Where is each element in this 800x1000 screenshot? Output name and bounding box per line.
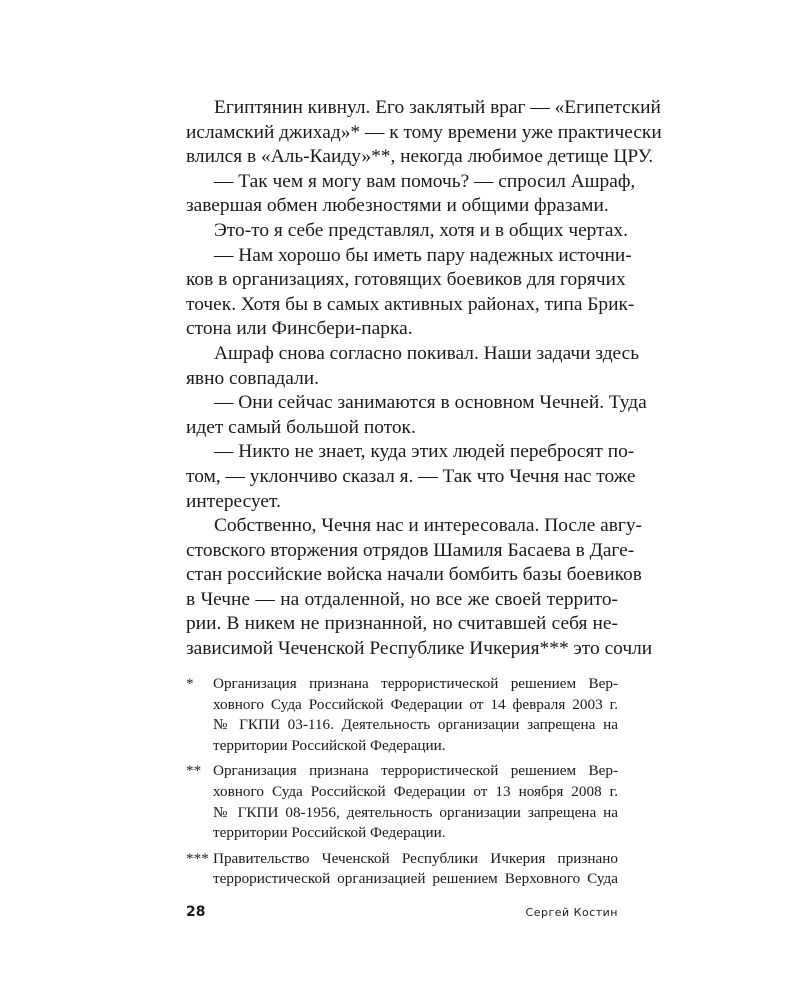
- main-text: [186, 96, 662, 662]
- text-line: — Так чем я могу вам помочь? — спросил Ашраф,: [214, 170, 636, 192]
- footnote-line: Правительство Чеченской Республики Ичкерия признано: [213, 849, 618, 867]
- footnote-line: Организация признана террористической решением Вер-: [213, 675, 618, 692]
- text-line: зависимой Чеченской Республике Ичкерия*** это сочли: [186, 638, 653, 660]
- text-line: в Чечне — на отдаленной, но все же своей террито-: [186, 588, 618, 610]
- text-line: рии. В никем не признанной, но считавшей себя не-: [186, 613, 618, 635]
- footnote: [186, 849, 618, 890]
- footnotes: [186, 674, 618, 895]
- text-line: исламский джихад»* — к тому времени уже практически: [186, 121, 662, 143]
- footnote-line: № ГКПИ 08-1956, деятельность организации запрещена на: [213, 803, 618, 821]
- text-line: идет самый большой поток.: [186, 416, 416, 438]
- text-line: стан российские войска начали бомбить базы боевиков: [186, 564, 642, 586]
- footnote-mark: ***: [186, 849, 209, 867]
- footnote-line: Организация признана террористической решением Вер-: [213, 762, 618, 780]
- text-line: Собственно, Чечня нас и интересовала. После авгу-: [214, 515, 643, 537]
- text-line: — Нам хорошо бы иметь пару надежных источни-: [214, 244, 632, 266]
- text-line: стона или Финсбери-парка.: [186, 318, 413, 340]
- footnote: [186, 761, 618, 843]
- footnote-mark: **: [186, 762, 202, 780]
- text-line: ков в организациях, готовящих боевиков для горячих: [186, 269, 626, 291]
- text-line: Ашраф снова согласно покивал. Наши задачи здесь: [214, 342, 640, 364]
- footnote-line: территории Российской Федерации.: [213, 736, 446, 754]
- footnote-line: террористической организацией решением Верховного Суда: [213, 870, 618, 888]
- text-line: Египтянин кивнул. Его заклятый враг — «Египетский: [214, 97, 661, 118]
- footnote: [186, 674, 618, 756]
- text-line: стовского вторжения отрядов Шамиля Басаева в Даге-: [186, 539, 635, 561]
- running-head: Сергей Костин: [525, 906, 618, 919]
- footnote-line: территории Российской Федерации.: [213, 824, 446, 842]
- page-number: 28: [186, 904, 206, 920]
- text-line: интересует.: [186, 490, 281, 512]
- text-line: — Они сейчас занимаются в основном Чечней. Туда: [214, 392, 647, 414]
- text-line: явно совпадали.: [186, 367, 319, 389]
- text-line: том, — уклончиво сказал я. — Так что Чечня нас тоже: [186, 465, 636, 487]
- text-line: влился в «Аль-Каиду»**, некогда любимое детище ЦРУ.: [186, 146, 654, 168]
- text-line: — Никто не знает, куда этих людей перебросят по-: [214, 441, 635, 463]
- text-line: завершая обмен любезностями и общими фразами.: [186, 195, 609, 217]
- footnote-line: № ГКПИ 03-116. Деятельность организации запрещена на: [213, 716, 618, 734]
- text-line: точек. Хотя бы в самых активных районах, типа Брик-: [186, 293, 635, 315]
- footnote-mark: *: [186, 675, 194, 692]
- footnote-line: ховного Суда Российской Федерации от 13 ноября 2008 г.: [213, 782, 618, 800]
- footnote-line: ховного Суда Российской Федерации от 14 февраля 2003 г.: [213, 695, 618, 713]
- page-footer: [186, 904, 618, 924]
- text-line: Это-то я себе представлял, хотя и в общих чертах.: [214, 219, 628, 241]
